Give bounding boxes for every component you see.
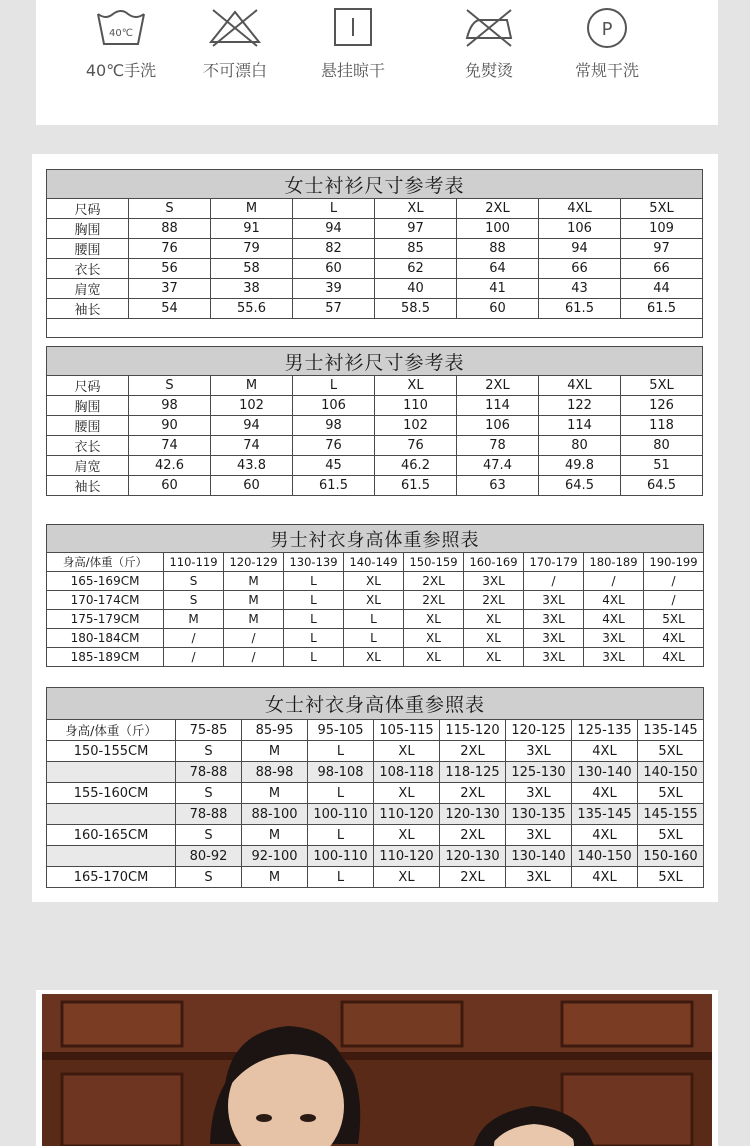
table-cell: / [164,648,224,667]
table-row [47,456,703,476]
table-cell: 125-130 [506,762,572,783]
table-cell: 58 [211,259,293,279]
table-cell: 122 [539,396,621,416]
table-cell: 43 [539,279,621,299]
men-height-title: 男士衬衣身高体重参照表 [47,525,704,553]
header-cell: 4XL [539,199,621,219]
table-cell: M [164,610,224,629]
table-row [47,396,703,416]
header-cell: 2XL [457,376,539,396]
table-cell: S [164,591,224,610]
table-cell: S [176,741,242,762]
header-cell: XL [375,376,457,396]
table-cell: XL [404,629,464,648]
table-cell: S [164,572,224,591]
table-cell [47,804,176,825]
table-cell: 4XL [644,629,704,648]
table-cell: L [284,610,344,629]
table-cell: 45 [293,456,375,476]
table-cell: 衣长 [47,436,129,456]
table-cell: XL [374,741,440,762]
table-cell: 5XL [638,825,704,846]
table-cell: 54 [129,299,211,319]
table-cell: XL [344,591,404,610]
table-row [47,648,704,667]
header-cell: 120-125 [506,720,572,741]
table-cell: 88-100 [242,804,308,825]
table-cell: 76 [293,436,375,456]
table-cell: M [242,825,308,846]
table-cell: 135-145 [572,804,638,825]
table-cell: 76 [375,436,457,456]
table-cell [47,846,176,867]
table-cell: 80 [621,436,703,456]
header-cell: M [211,199,293,219]
table-cell: 150-155CM [47,741,176,762]
table-cell: 42.6 [129,456,211,476]
table-cell: 98-108 [308,762,374,783]
care-label-wash: 40℃手洗 [85,61,157,80]
table-row [47,825,704,846]
table-cell: 175-179CM [47,610,164,629]
header-cell: 125-135 [572,720,638,741]
table-cell: 88-98 [242,762,308,783]
table-cell: 衣长 [47,259,129,279]
table-cell: 88 [129,219,211,239]
table-cell: 79 [211,239,293,259]
table-cell: 63 [457,476,539,496]
table-cell: 76 [129,239,211,259]
table-cell: 4XL [572,867,638,888]
table-cell: L [308,825,374,846]
care-item-iron [434,0,544,80]
table-cell: 4XL [572,825,638,846]
table-cell: 90 [129,416,211,436]
table-row [47,279,703,299]
table-cell: 160-165CM [47,825,176,846]
table-cell: 58.5 [375,299,457,319]
table-cell: M [224,572,284,591]
table-cell: / [584,572,644,591]
table-cell: XL [464,629,524,648]
table-cell: XL [344,572,404,591]
table-cell: 106 [293,396,375,416]
table-cell: 130-135 [506,804,572,825]
table-cell: 102 [211,396,293,416]
table-row [47,219,703,239]
table-cell: 74 [211,436,293,456]
table-cell: 145-155 [638,804,704,825]
table-cell: 97 [621,239,703,259]
table-header-row [47,553,704,572]
care-label-iron: 免熨烫 [464,61,513,80]
model-photo-image [42,994,712,1146]
header-cell: 105-115 [374,720,440,741]
header-cell: S [129,199,211,219]
table-cell: L [308,783,374,804]
table-cell: 97 [375,219,457,239]
table-cell: 64 [457,259,539,279]
table-cell: M [242,783,308,804]
header-cell: L [293,376,375,396]
table-cell: 98 [293,416,375,436]
header-cell: S [129,376,211,396]
header-cell: 140-149 [344,553,404,572]
table-row [47,436,703,456]
table-cell: 62 [375,259,457,279]
table-cell: XL [374,783,440,804]
table-cell: 130-140 [506,846,572,867]
table-row [47,804,704,825]
table-cell: 110-120 [374,846,440,867]
table-cell: 78-88 [176,762,242,783]
table-cell: 118-125 [440,762,506,783]
table-cell: XL [404,610,464,629]
table-cell: 腰围 [47,239,129,259]
table-cell: 120-130 [440,846,506,867]
table-cell: 3XL [506,741,572,762]
table-cell: 78 [457,436,539,456]
table-row [47,629,704,648]
table-cell: L [284,648,344,667]
table-cell: 5XL [638,867,704,888]
table-cell: 39 [293,279,375,299]
table-cell: 51 [621,456,703,476]
table-cell: 4XL [584,591,644,610]
table-cell: 胸围 [47,219,129,239]
table-cell: 85 [375,239,457,259]
header-cell: 85-95 [242,720,308,741]
table-row [47,610,704,629]
table-cell: 3XL [506,867,572,888]
table-cell: 2XL [404,591,464,610]
table-cell: 37 [129,279,211,299]
table-cell: 5XL [638,741,704,762]
table-cell: 94 [293,219,375,239]
table-cell: 88 [457,239,539,259]
table-cell: 66 [621,259,703,279]
table-cell: 110-120 [374,804,440,825]
table-cell: 3XL [524,648,584,667]
table-cell: 5XL [638,783,704,804]
table-cell: 腰围 [47,416,129,436]
no-iron-icon [461,6,517,50]
table-row [47,239,703,259]
table-cell: XL [404,648,464,667]
women-height-weight-table [46,687,704,888]
table-cell: 150-160 [638,846,704,867]
table-cell: 55.6 [211,299,293,319]
table-cell: 4XL [572,741,638,762]
table-row [47,867,704,888]
table-cell: 43.8 [211,456,293,476]
table-gap-row [47,319,703,338]
hang-dry-icon [331,6,375,50]
wash-temp-text: 40℃ [109,28,133,39]
table-cell: 102 [375,416,457,436]
header-cell: 190-199 [644,553,704,572]
header-cell: 75-85 [176,720,242,741]
table-cell: 2XL [440,783,506,804]
table-cell: 61.5 [375,476,457,496]
table-cell: 64.5 [621,476,703,496]
header-cell: L [293,199,375,219]
table-cell: 3XL [506,783,572,804]
table-row [47,846,704,867]
men-size-title: 男士衬衫尺寸参考表 [47,347,703,376]
table-cell: XL [464,648,524,667]
table-cell: 110 [375,396,457,416]
table-cell: 2XL [440,741,506,762]
header-cell: 5XL [621,376,703,396]
table-cell: 60 [293,259,375,279]
table-cell: 66 [539,259,621,279]
header-cell: 170-179 [524,553,584,572]
care-item-hang [298,0,408,80]
table-row [47,416,703,436]
table-row [47,476,703,496]
model-photo-panel [36,990,718,1146]
table-row [47,762,704,783]
table-cell: 61.5 [621,299,703,319]
table-cell: M [242,867,308,888]
table-cell: 4XL [644,648,704,667]
table-cell: 61.5 [539,299,621,319]
table-row [47,299,703,319]
table-cell: 118 [621,416,703,436]
table-cell: 49.8 [539,456,621,476]
table-cell: 94 [539,239,621,259]
men-size-table [46,346,703,496]
header-cell: M [211,376,293,396]
table-header-row [47,199,703,219]
women-size-title: 女士衬衫尺寸参考表 [47,170,703,199]
care-item-bleach [180,0,290,80]
table-cell: / [524,572,584,591]
table-cell: S [176,825,242,846]
table-row [47,572,704,591]
table-cell: L [284,591,344,610]
table-cell: S [176,867,242,888]
table-header-row [47,720,704,741]
table-cell: 2XL [440,867,506,888]
table-cell: 126 [621,396,703,416]
table-cell: 120-130 [440,804,506,825]
table-cell: M [242,741,308,762]
header-cell: 尺码 [47,376,129,396]
table-row [47,741,704,762]
table-cell: / [224,629,284,648]
table-cell: 57 [293,299,375,319]
table-cell: 130-140 [572,762,638,783]
table-cell: M [224,591,284,610]
table-cell: 94 [211,416,293,436]
table-cell: L [344,629,404,648]
table-cell: 胸围 [47,396,129,416]
table-cell: 41 [457,279,539,299]
table-cell: 3XL [524,591,584,610]
table-cell: 114 [539,416,621,436]
table-cell: 106 [457,416,539,436]
table-cell: XL [464,610,524,629]
table-cell: S [176,783,242,804]
table-cell: 60 [457,299,539,319]
size-charts-panel [32,154,718,902]
table-cell: / [224,648,284,667]
header-cell: 150-159 [404,553,464,572]
care-label-hang: 悬挂晾干 [320,61,385,80]
table-cell: 46.2 [375,456,457,476]
table-cell: 106 [539,219,621,239]
table-cell: XL [374,867,440,888]
table-cell: 74 [129,436,211,456]
table-cell: 155-160CM [47,783,176,804]
table-cell: 56 [129,259,211,279]
header-cell: XL [375,199,457,219]
table-cell: L [308,741,374,762]
table-cell: 袖长 [47,299,129,319]
table-cell: 60 [211,476,293,496]
table-cell: 109 [621,219,703,239]
table-cell: 140-150 [572,846,638,867]
women-height-title: 女士衬衣身高体重参照表 [47,688,704,720]
table-cell: / [164,629,224,648]
table-cell: 114 [457,396,539,416]
header-cell: 5XL [621,199,703,219]
table-cell: L [344,610,404,629]
header-cell: 180-189 [584,553,644,572]
dry-clean-p-icon [585,6,629,50]
table-cell: 91 [211,219,293,239]
table-cell: 185-189CM [47,648,164,667]
table-cell: 40 [375,279,457,299]
table-row [47,259,703,279]
table-cell: 3XL [506,825,572,846]
table-cell: 100-110 [308,846,374,867]
table-cell: 80-92 [176,846,242,867]
header-cell: 135-145 [638,720,704,741]
table-cell: M [224,610,284,629]
header-cell: 115-120 [440,720,506,741]
header-cell: 160-169 [464,553,524,572]
wash-40-icon [95,6,147,50]
care-label-bleach: 不可漂白 [202,61,267,80]
table-cell: L [308,867,374,888]
table-cell: 140-150 [638,762,704,783]
header-cell: 身高/体重（斤） [47,553,164,572]
table-cell: 肩宽 [47,279,129,299]
care-label-dryclean: 常规干洗 [574,61,639,80]
header-cell: 95-105 [308,720,374,741]
table-cell: 180-184CM [47,629,164,648]
table-cell [47,762,176,783]
no-bleach-icon [207,6,263,50]
care-instructions-panel [36,0,718,125]
table-cell: 44 [621,279,703,299]
table-cell: 肩宽 [47,456,129,476]
table-cell: 38 [211,279,293,299]
table-cell: 47.4 [457,456,539,476]
table-cell: 60 [129,476,211,496]
table-cell: 80 [539,436,621,456]
table-cell: 100 [457,219,539,239]
table-cell: 92-100 [242,846,308,867]
table-cell: 3XL [524,610,584,629]
table-cell: 3XL [464,572,524,591]
men-height-weight-table [46,524,704,667]
table-cell: XL [374,825,440,846]
table-cell: 2XL [404,572,464,591]
header-cell: 110-119 [164,553,224,572]
table-cell: 5XL [644,610,704,629]
table-cell: 98 [129,396,211,416]
table-cell: 61.5 [293,476,375,496]
dry-clean-letter: P [601,19,613,40]
table-cell: 2XL [440,825,506,846]
table-cell: L [284,629,344,648]
table-cell: 2XL [464,591,524,610]
table-cell: 170-174CM [47,591,164,610]
table-row [47,783,704,804]
table-cell: 3XL [584,629,644,648]
care-item-wash [66,0,176,80]
women-size-table [46,169,703,338]
table-cell: 100-110 [308,804,374,825]
header-cell: 120-129 [224,553,284,572]
table-cell: 64.5 [539,476,621,496]
table-cell: L [284,572,344,591]
table-cell: 4XL [584,610,644,629]
header-cell: 身高/体重（斤） [47,720,176,741]
table-cell: 82 [293,239,375,259]
table-cell: 3XL [524,629,584,648]
table-cell: 78-88 [176,804,242,825]
header-cell: 130-139 [284,553,344,572]
table-cell: 108-118 [374,762,440,783]
care-item-dryclean [552,0,662,80]
table-cell: 3XL [584,648,644,667]
table-cell: / [644,591,704,610]
table-cell: 165-170CM [47,867,176,888]
table-cell: 165-169CM [47,572,164,591]
table-cell: 4XL [572,783,638,804]
table-cell: XL [344,648,404,667]
table-header-row [47,376,703,396]
table-row [47,591,704,610]
table-cell: / [644,572,704,591]
model-photo [42,994,712,1146]
header-cell: 尺码 [47,199,129,219]
header-cell: 2XL [457,199,539,219]
table-cell: 袖长 [47,476,129,496]
header-cell: 4XL [539,376,621,396]
